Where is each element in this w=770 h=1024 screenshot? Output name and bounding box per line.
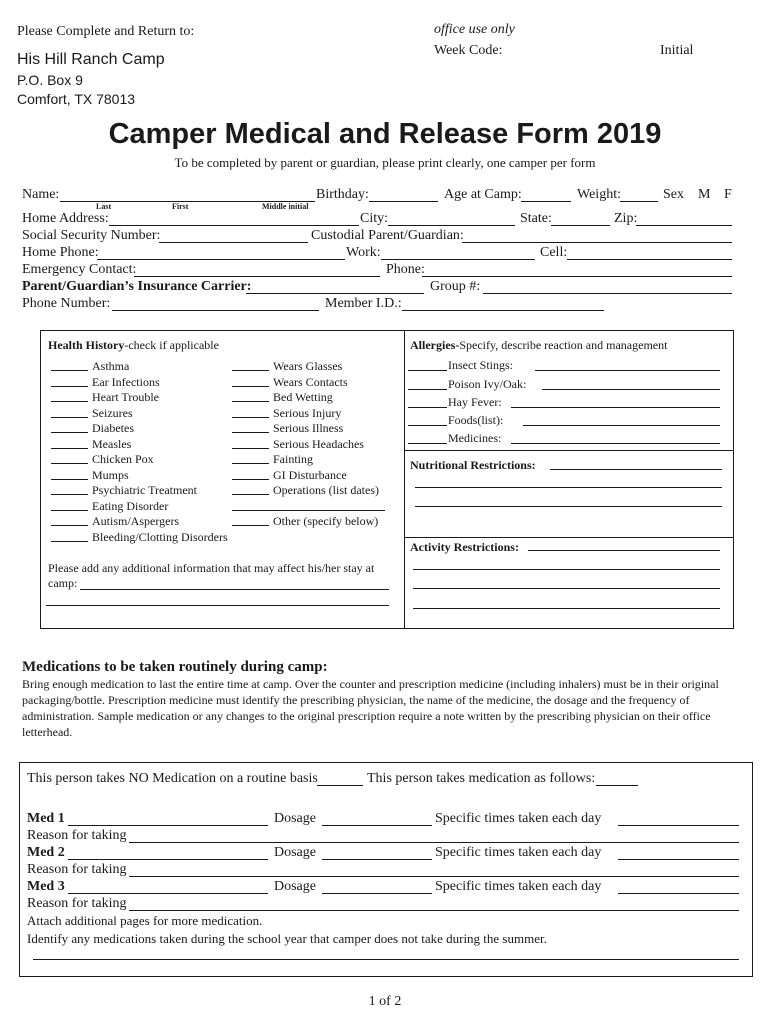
school-year-meds-note: Identify any medications taken during the school year that camper does not take during the summer.	[27, 931, 547, 946]
age-label: Age at Camp:	[444, 187, 522, 202]
health-item-label: Diabetes	[92, 421, 134, 435]
additional-info-line1: Please add any additional information that may affect his/her stay at	[48, 561, 375, 575]
reason-field[interactable]	[129, 910, 739, 911]
attach-pages-note: Attach additional pages for more medication.	[27, 913, 263, 928]
health-checkbox-line[interactable]	[232, 525, 269, 526]
ssn-label: Social Security Number:	[22, 228, 161, 243]
office-use-label: office use only	[434, 22, 515, 37]
medications-para-4: letterhead.	[22, 725, 73, 739]
health-item-label: Eating Disorder	[92, 498, 169, 513]
times-label: Specific times taken each day	[435, 811, 602, 826]
cell-label: Cell:	[540, 245, 568, 260]
health-item-label: Ear Infections	[92, 374, 160, 389]
health-checkbox-line[interactable]	[232, 401, 269, 402]
no-medication-label: This person takes NO Medication on a routine basis	[27, 771, 318, 786]
medications-para-2: packaging/bottle. Prescription medicine must identify the prescribing physician, the name of the medicine, the dosage and the frequency of	[22, 693, 690, 707]
custodial-label: Custodial Parent/Guardian:	[311, 228, 464, 243]
no-medication-field[interactable]	[317, 785, 363, 786]
phone-number-label: Phone Number:	[22, 296, 111, 311]
phone-label: Phone:	[386, 262, 425, 277]
health-item-label: Autism/Aspergers	[92, 514, 180, 528]
health-checkbox-line[interactable]	[51, 525, 88, 526]
reason-label: Reason for taking	[27, 862, 127, 877]
allergy-check-line[interactable]	[408, 370, 447, 371]
zip-label: Zip:	[614, 211, 638, 226]
reason-field[interactable]	[129, 842, 739, 843]
dosage-field[interactable]	[322, 825, 432, 826]
member-id-field[interactable]	[402, 310, 604, 311]
activity-field-4[interactable]	[413, 608, 720, 609]
initial-label: Initial	[660, 43, 694, 58]
times-label: Specific times taken each day	[435, 879, 602, 894]
reason-label: Reason for taking	[27, 828, 127, 843]
nutritional-field-1[interactable]	[550, 469, 722, 470]
city-field[interactable]	[388, 225, 515, 226]
group-field[interactable]	[483, 293, 732, 294]
work-label: Work:	[346, 245, 381, 260]
health-item-label: Other (specify below)	[273, 514, 379, 528]
health-item-label: Measles	[92, 436, 132, 451]
dosage-field[interactable]	[322, 859, 432, 860]
birthday-field[interactable]	[369, 201, 438, 202]
health-checkbox-line[interactable]	[232, 494, 269, 495]
weight-field[interactable]	[620, 201, 658, 202]
return-to-label: Please Complete and Return to:	[17, 24, 195, 39]
med-label: Med 2	[27, 845, 65, 860]
insurance-carrier-label: Parent/Guardian’s Insurance Carrier:	[22, 279, 252, 294]
health-checkbox-line[interactable]	[232, 510, 385, 511]
activity-field-1[interactable]	[528, 550, 720, 551]
health-checkbox-line[interactable]	[51, 541, 88, 542]
org-po-box: P.O. Box 9	[17, 72, 83, 88]
state-field[interactable]	[551, 225, 610, 226]
times-label: Specific times taken each day	[435, 845, 602, 860]
takes-medication-label: This person takes medication as follows:	[367, 771, 596, 786]
health-checkbox-line[interactable]	[51, 479, 88, 480]
allergy-item-label: Medicines:	[448, 431, 502, 445]
reason-label: Reason for taking	[27, 896, 127, 911]
health-item-label: Asthma	[92, 359, 130, 373]
insurance-phone-field[interactable]	[112, 310, 319, 311]
activity-field-2[interactable]	[413, 569, 720, 570]
med-name-field[interactable]	[68, 859, 268, 860]
health-item-label: Seizures	[92, 405, 133, 420]
nutritional-field-2[interactable]	[415, 487, 722, 488]
allergy-item-label: Insect Stings:	[448, 358, 513, 372]
times-field[interactable]	[618, 859, 739, 860]
health-checkbox-line[interactable]	[51, 432, 88, 433]
times-field[interactable]	[618, 893, 739, 894]
health-checkbox-line[interactable]	[51, 417, 88, 418]
age-field[interactable]	[521, 201, 571, 202]
med-name-field[interactable]	[68, 893, 268, 894]
health-item-label: Mumps	[92, 467, 129, 482]
medications-heading: Medications to be taken routinely during camp:	[22, 659, 328, 675]
page-subtitle: To be completed by parent or guardian, please print clearly, one camper per form	[174, 155, 596, 170]
org-name: His Hill Ranch Camp	[17, 51, 165, 68]
health-item-label: Bleeding/Clotting Disorders	[92, 529, 228, 544]
cell-phone-field[interactable]	[567, 259, 732, 260]
sex-f-option[interactable]: F	[724, 187, 732, 202]
emergency-phone-field[interactable]	[422, 276, 732, 277]
activity-field-3[interactable]	[413, 588, 720, 589]
allergy-item-label: Hay Fever:	[448, 395, 502, 409]
weight-label: Weight:	[577, 187, 621, 202]
home-address-label: Home Address:	[22, 211, 109, 226]
health-checkbox-line[interactable]	[232, 448, 269, 449]
home-phone-field[interactable]	[97, 259, 345, 260]
allergy-check-line[interactable]	[408, 425, 447, 426]
allergy-check-line[interactable]	[408, 389, 447, 390]
sex-label: Sex	[663, 187, 684, 202]
school-year-meds-field[interactable]	[33, 959, 739, 960]
health-checkbox-line[interactable]	[51, 510, 88, 511]
emergency-contact-field[interactable]	[134, 276, 380, 277]
health-checkbox-line[interactable]	[232, 463, 269, 464]
allergy-detail-field[interactable]	[535, 370, 720, 371]
health-checkbox-line[interactable]	[232, 386, 269, 387]
work-phone-field[interactable]	[381, 259, 535, 260]
allergy-item-label: Poison Ivy/Oak:	[448, 377, 527, 391]
nutritional-field-3[interactable]	[415, 506, 722, 507]
health-item-label: GI Disturbance	[273, 467, 347, 482]
allergy-detail-field[interactable]	[523, 425, 720, 426]
dosage-field[interactable]	[322, 893, 432, 894]
allergy-item-label: Foods(list):	[448, 413, 504, 427]
allergy-detail-field[interactable]	[511, 443, 720, 444]
home-address-field[interactable]	[109, 225, 359, 226]
last-name-hint: Last	[96, 202, 112, 211]
home-phone-label: Home Phone:	[22, 245, 99, 260]
state-label: State:	[520, 211, 552, 226]
org-city-state: Comfort, TX 78013	[17, 91, 136, 107]
page-title: Camper Medical and Release Form 2019	[108, 118, 662, 150]
medications-para-1: Bring enough medication to last the entire time at camp. Over the counter and prescription medicine (including inhalers) must be in their original	[22, 677, 719, 691]
med-label: Med 1	[27, 811, 65, 826]
health-checkbox-line[interactable]	[51, 401, 88, 402]
health-checkbox-line[interactable]	[51, 494, 88, 495]
allergy-detail-field[interactable]	[511, 407, 720, 408]
times-field[interactable]	[618, 825, 739, 826]
health-item-label: Serious Injury	[273, 405, 342, 420]
additional-info-line2: camp:	[48, 576, 78, 590]
sex-m-option[interactable]: M	[698, 187, 711, 202]
health-item-label: Heart Trouble	[92, 390, 159, 404]
week-code-label: Week Code:	[434, 43, 503, 58]
emergency-contact-label: Emergency Contact:	[22, 262, 137, 277]
group-label: Group #:	[430, 279, 481, 294]
takes-medication-field[interactable]	[596, 785, 638, 786]
health-checkbox-line[interactable]	[51, 463, 88, 464]
health-item-label: Wears Glasses	[273, 359, 343, 373]
name-label: Name:	[22, 187, 60, 202]
zip-field[interactable]	[636, 225, 732, 226]
allergies-title: Allergies-Specify, describe reaction and management	[410, 338, 668, 352]
health-checkbox-line[interactable]	[232, 479, 269, 480]
city-label: City:	[360, 211, 389, 226]
additional-info-field-2[interactable]	[46, 605, 389, 606]
allergy-check-line[interactable]	[408, 407, 447, 408]
birthday-label: Birthday:	[316, 187, 369, 202]
health-item-label: Psychiatric Treatment	[92, 483, 197, 497]
first-name-hint: First	[172, 202, 189, 211]
health-history-title: Health History-check if applicable	[48, 338, 219, 352]
health-item-label: Serious Headaches	[273, 436, 364, 451]
health-item-label: Operations (list dates)	[273, 483, 379, 497]
health-item-label: Bed Wetting	[273, 390, 333, 404]
activity-title: Activity Restrictions:	[410, 540, 519, 554]
page-number: 1 of 2	[368, 994, 402, 1009]
health-checkbox-line[interactable]	[232, 370, 269, 371]
dosage-label: Dosage	[274, 845, 316, 860]
health-checkbox-line[interactable]	[232, 417, 269, 418]
custodial-field[interactable]	[462, 242, 732, 243]
dosage-label: Dosage	[274, 879, 316, 894]
insurance-carrier-field[interactable]	[246, 293, 424, 294]
health-checkbox-line[interactable]	[51, 448, 88, 449]
reason-field[interactable]	[129, 876, 739, 877]
dosage-label: Dosage	[274, 811, 316, 826]
med-label: Med 3	[27, 879, 65, 894]
allergy-detail-field[interactable]	[542, 389, 720, 390]
health-item-label: Serious Illness	[273, 421, 344, 435]
health-checkbox-line[interactable]	[51, 386, 88, 387]
med-name-field[interactable]	[68, 825, 268, 826]
medications-para-3: administration. Sample medication or any changes to the original prescription require a note written by the prescribing physician on their office	[22, 709, 711, 723]
member-id-label: Member I.D.:	[325, 296, 402, 311]
middle-initial-hint: Middle initial	[262, 202, 309, 211]
nutritional-title: Nutritional Restrictions:	[410, 458, 536, 472]
health-item-label: Wears Contacts	[273, 374, 348, 389]
health-checkbox-line[interactable]	[232, 432, 269, 433]
additional-info-field-1[interactable]	[80, 589, 389, 590]
health-checkbox-line[interactable]	[51, 370, 88, 371]
health-item-label: Fainting	[273, 452, 314, 466]
health-item-label: Chicken Pox	[92, 452, 154, 466]
ssn-field[interactable]	[159, 242, 308, 243]
allergy-check-line[interactable]	[408, 443, 447, 444]
